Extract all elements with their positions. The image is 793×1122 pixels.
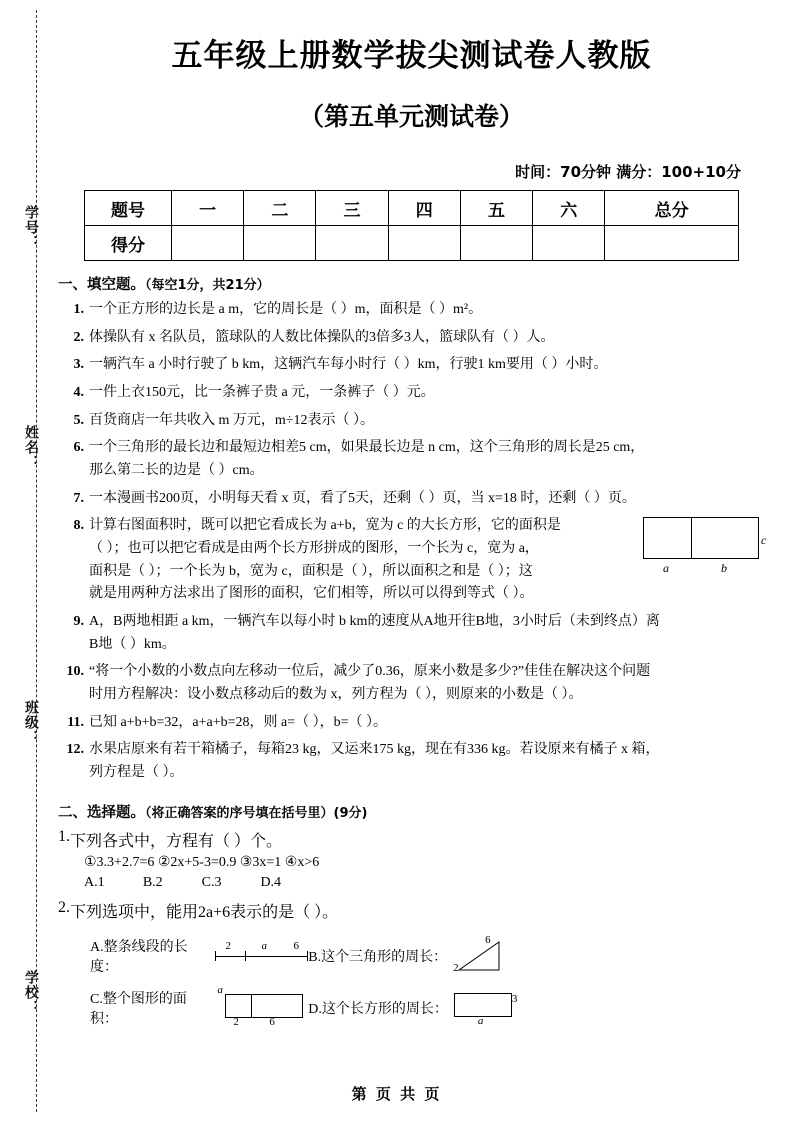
answer-choices xyxy=(70,875,319,891)
question-line: 一个三角形的最长边和最短边相差5 cm，如果最长边是 n cm，这个三角形的周长是25 cm， xyxy=(89,440,645,456)
answer-choices-figures xyxy=(70,930,526,1034)
question-line: 那么第二长的边是（ ）cm。 xyxy=(89,463,264,479)
question-body xyxy=(89,382,765,405)
page-footer: 第 页 共 页 xyxy=(351,1085,442,1103)
question-stem: 下列选项中，能用2a+6表示的是（ ）。 xyxy=(70,903,339,921)
answer-choice-b[interactable] xyxy=(308,933,526,976)
section-2-heading xyxy=(58,801,765,822)
choice-row-ab xyxy=(90,930,526,982)
question-line: 体操队有 x 名队员，篮球队的人数比体操队的3倍多3人，篮球队有（ ）人。 xyxy=(89,329,555,345)
answer-choice-b[interactable]: B.2 xyxy=(142,874,163,890)
answer-choice-a[interactable] xyxy=(90,936,308,976)
question-line: 一辆汽车 a 小时行驶了 b km，这辆汽车每小时行（ ）km，行驶1 km要用（ ）小时。 xyxy=(89,357,608,373)
score-table-cell: 六 xyxy=(533,191,605,226)
question-number: 4. xyxy=(73,385,84,401)
question-number: 9. xyxy=(73,614,84,630)
question-number: 11. xyxy=(67,714,84,730)
list-item xyxy=(58,354,765,377)
figure-triangle xyxy=(451,933,507,976)
score-table-cell: 四 xyxy=(388,191,460,226)
table-row-header xyxy=(85,191,739,226)
figure-label-b: b xyxy=(721,561,727,576)
figure-segment xyxy=(215,939,308,969)
table-row-score xyxy=(85,226,739,261)
list-item xyxy=(58,712,765,735)
question-number: 7. xyxy=(73,490,84,506)
answer-choice-c[interactable] xyxy=(90,983,308,1028)
question-line: 列方程是（ ）。 xyxy=(89,765,184,781)
figure-label-6: 6 xyxy=(293,939,299,952)
side-label-name: 姓名： xyxy=(23,425,38,470)
choice-row-cd xyxy=(90,982,526,1034)
figure-label-3: 3 xyxy=(511,992,518,1005)
question-body xyxy=(89,354,765,377)
figure-rectangle-split xyxy=(643,517,767,576)
list-item xyxy=(58,611,765,656)
answer-choice-c-label: C.整个图形的面积： xyxy=(90,991,187,1027)
list-item xyxy=(58,299,765,322)
answer-choice-d[interactable]: D.4 xyxy=(260,874,282,890)
figure-label-2: 2 xyxy=(453,961,459,974)
page-content xyxy=(58,0,765,1034)
question-stem: 下列各式中，方程有（ ）个。 xyxy=(70,832,283,850)
score-table-cell: 题号 xyxy=(85,191,172,226)
figure-label-a: a xyxy=(217,983,223,996)
figure-rect-area xyxy=(217,983,308,1028)
list-item xyxy=(58,488,765,511)
answer-choice-d-label: D.这个长方形的周长： xyxy=(308,1001,448,1017)
question-line: B地（ ）km。 xyxy=(89,636,176,652)
answer-choice-a[interactable]: A.1 xyxy=(84,874,105,890)
score-table-cell[interactable] xyxy=(244,226,316,261)
score-table-cell[interactable] xyxy=(172,226,244,261)
question-body xyxy=(89,488,765,511)
question-line: 一件上衣150元，比一条裤子贵 a 元，一条裤子（ ）元。 xyxy=(89,385,435,401)
question-number: 2. xyxy=(73,329,84,345)
answer-choice-c[interactable]: C.3 xyxy=(201,874,222,890)
score-table-cell: 三 xyxy=(316,191,388,226)
section-1-note: （每空1分，共21分） xyxy=(145,278,270,293)
question-line: 一个正方形的边长是 a m，它的周长是（ ）m，面积是（ ）m²。 xyxy=(89,302,483,317)
figure-label-a: a xyxy=(477,1014,484,1027)
page-subtitle: （第五单元测试卷） xyxy=(298,102,524,131)
score-table-cell[interactable] xyxy=(533,226,605,261)
answer-choice-b-label: B.这个三角形的周长： xyxy=(308,949,448,965)
question-line: A，B两地相距 a km，一辆汽车以每小时 b km的速度从A地开往B地，3小时后（未到终点）离 xyxy=(89,614,660,630)
side-info-labels xyxy=(14,0,40,1122)
figure-label-2: 2 xyxy=(233,1015,239,1028)
score-table-cell: 总分 xyxy=(605,191,739,226)
score-table-cell[interactable] xyxy=(605,226,739,261)
section-2-note: （将正确答案的序号填在括号里）(9分) xyxy=(145,805,368,821)
question-body xyxy=(89,410,765,433)
section-1-question-list xyxy=(58,299,765,785)
question-body xyxy=(89,712,765,735)
question-number: 1. xyxy=(73,302,84,317)
side-label-class: 班级： xyxy=(23,700,38,745)
score-table-cell: 二 xyxy=(244,191,316,226)
section-1-heading xyxy=(58,273,765,294)
question-number: 10. xyxy=(66,664,84,680)
triangle-shape xyxy=(451,933,507,976)
figure-label-6: 6 xyxy=(485,933,491,946)
figure-label-2: 2 xyxy=(225,939,231,952)
section-1-title: 一、填空题。 xyxy=(58,277,145,293)
question-body xyxy=(89,299,765,322)
score-table-cell[interactable] xyxy=(460,226,532,261)
question-line: 百货商店一年共收入 m 万元，m÷12表示（ ）。 xyxy=(89,412,374,428)
page-title: 五年级上册数学拔尖测试卷人教版 xyxy=(171,38,652,74)
question-body xyxy=(89,739,765,784)
question-body xyxy=(89,437,765,482)
answer-choice-d[interactable] xyxy=(308,989,526,1027)
question-body xyxy=(89,661,765,706)
list-item xyxy=(58,410,765,433)
question-line: “将一个小数的小数点向左移动一位后，减少了0.36，原来小数是多少?”佳佳在解决这个问题 xyxy=(89,664,651,680)
question-line: 时用方程解决：设小数点移动后的数为 x，列方程为（ ），则原来的小数是（ ）。 xyxy=(89,687,583,703)
list-item xyxy=(58,828,765,891)
question-options: ①3.3+2.7=6 ②2x+5-3=0.9 ③3x=1 ④x>6 xyxy=(84,854,320,870)
list-item xyxy=(58,515,765,606)
question-number: 2. xyxy=(58,898,70,916)
section-2-title: 二、选择题。 xyxy=(58,804,145,821)
figure-label-6: 6 xyxy=(269,1015,275,1028)
question-line: 就是用两种方法求出了图形的面积，它们相等，所以可以得到等式（ ）。 xyxy=(89,586,534,602)
score-table-cell[interactable] xyxy=(388,226,460,261)
list-item xyxy=(58,382,765,405)
question-body xyxy=(70,828,319,891)
question-line: 计算右图面积时，既可以把它看成长为 a+b，宽为 c 的大长方形，它的面积是 xyxy=(89,518,561,534)
score-table-cell: 得分 xyxy=(85,226,172,261)
answer-choice-a-label: A.整条线段的长度： xyxy=(90,939,188,975)
list-item xyxy=(58,661,765,706)
question-body xyxy=(89,611,765,656)
figure-label-a: a xyxy=(261,939,267,952)
list-item xyxy=(58,899,765,1034)
figure-label-c: c xyxy=(761,533,767,548)
question-number: 1. xyxy=(58,827,70,845)
score-table-cell: 一 xyxy=(172,191,244,226)
question-line: 一本漫画书200页，小明每天看 x 页，看了5天，还剩（ ）页，当 x=18 时，还剩（ ）页。 xyxy=(89,490,636,506)
question-body xyxy=(70,899,526,1034)
list-item xyxy=(58,739,765,784)
question-line: 水果店原来有若干箱橘子，每箱23 kg，又运来175 kg，现在有336 kg。若设原来有橘子 x 箱， xyxy=(89,742,660,758)
question-number: 5. xyxy=(73,412,84,428)
question-body xyxy=(89,327,765,350)
figure-label-a: a xyxy=(663,561,669,576)
figure-rect-perimeter xyxy=(452,989,524,1027)
score-table-cell[interactable] xyxy=(316,226,388,261)
question-line: 面积是（ ）；一个长为 b，宽为 c，面积是（ ），所以面积之和是（ ）；这 xyxy=(89,563,533,579)
exam-meta: 时间：70分钟 满分：100+10分 xyxy=(515,163,741,181)
question-number: 8. xyxy=(73,518,84,534)
question-line: （ ）；也可以把它看成是由两个长方形拼成的图形，一个长为 c，宽为 a， xyxy=(89,541,539,557)
score-table xyxy=(84,190,739,261)
score-table-cell: 五 xyxy=(460,191,532,226)
list-item xyxy=(58,327,765,350)
side-label-school: 学校： xyxy=(23,970,38,1015)
list-item xyxy=(58,437,765,482)
side-label-student-id: 学号： xyxy=(23,205,38,250)
question-number: 12. xyxy=(66,742,84,758)
question-number: 6. xyxy=(73,440,84,456)
question-line: 已知 a+b+b=32，a+a+b=28，则 a=（ ），b=（ ）。 xyxy=(89,714,388,730)
section-2-question-list xyxy=(58,828,765,1034)
question-number: 3. xyxy=(73,357,84,373)
